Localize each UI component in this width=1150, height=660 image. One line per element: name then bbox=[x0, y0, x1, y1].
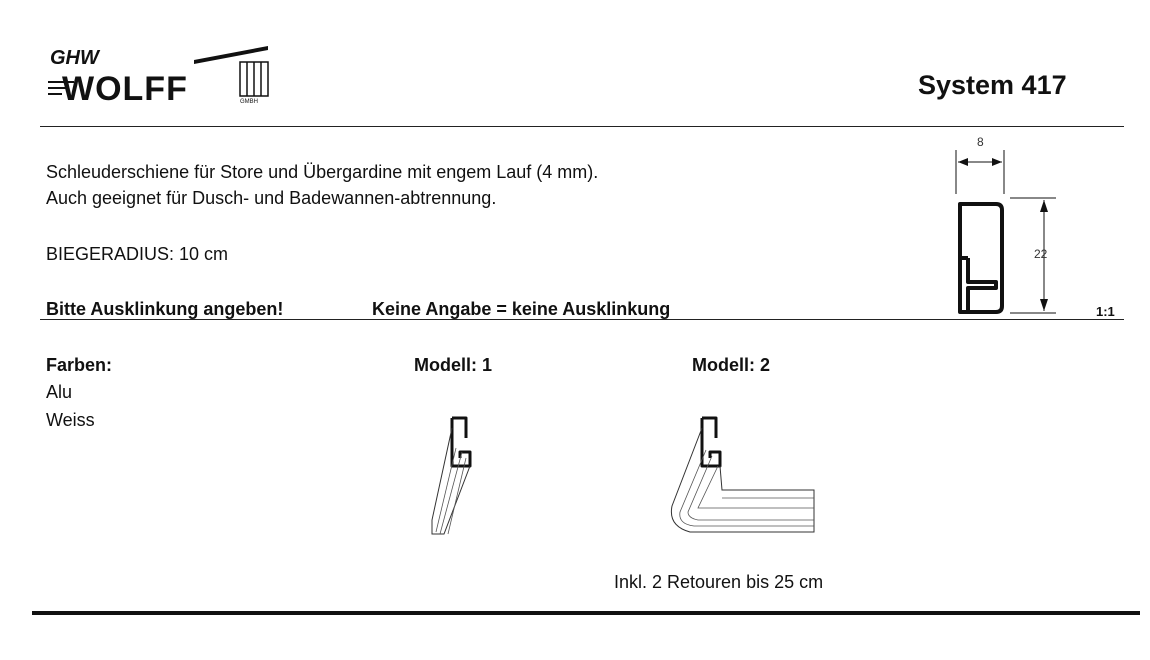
model-2-label: Modell: 2 bbox=[692, 355, 771, 375]
corner-rail-drawing-icon bbox=[662, 408, 822, 540]
page-title: System 417 bbox=[918, 70, 1067, 100]
scale-label: 1:1 bbox=[1096, 304, 1115, 319]
model-2-note: Inkl. 2 Retouren bis 25 cm bbox=[614, 572, 824, 592]
description-line-1: Schleuderschiene für Store und Übergardine mit engem Lauf (4 mm). bbox=[46, 162, 599, 182]
bottom-divider bbox=[32, 611, 1140, 615]
company-logo bbox=[44, 42, 276, 104]
top-divider bbox=[40, 126, 1124, 127]
color-option-alu: Alu bbox=[46, 382, 73, 402]
profile-cross-section-icon bbox=[940, 130, 1080, 320]
notice-no-notch: Keine Angabe = keine Ausklinkung bbox=[372, 299, 671, 319]
bending-radius: BIEGERADIUS: 10 cm bbox=[46, 244, 229, 264]
width-dimension-label: 8 bbox=[977, 135, 984, 149]
logo-text-sub: GMBH bbox=[240, 99, 258, 104]
logo-text-main: WOLFF bbox=[62, 70, 188, 104]
colors-heading: Farben: bbox=[46, 355, 113, 375]
notice-specify-notch: Bitte Ausklinkung angeben! bbox=[46, 299, 284, 319]
straight-rail-drawing-icon bbox=[420, 408, 480, 543]
description-line-2: Auch geeignet für Dusch- und Badewannen-abtrennung. bbox=[46, 188, 497, 208]
height-dimension-label: 22 bbox=[1034, 247, 1048, 261]
middle-divider bbox=[40, 319, 1124, 320]
logo-text-top: GHW bbox=[50, 47, 99, 69]
model-1-label: Modell: 1 bbox=[414, 355, 493, 375]
color-option-weiss: Weiss bbox=[46, 410, 95, 430]
